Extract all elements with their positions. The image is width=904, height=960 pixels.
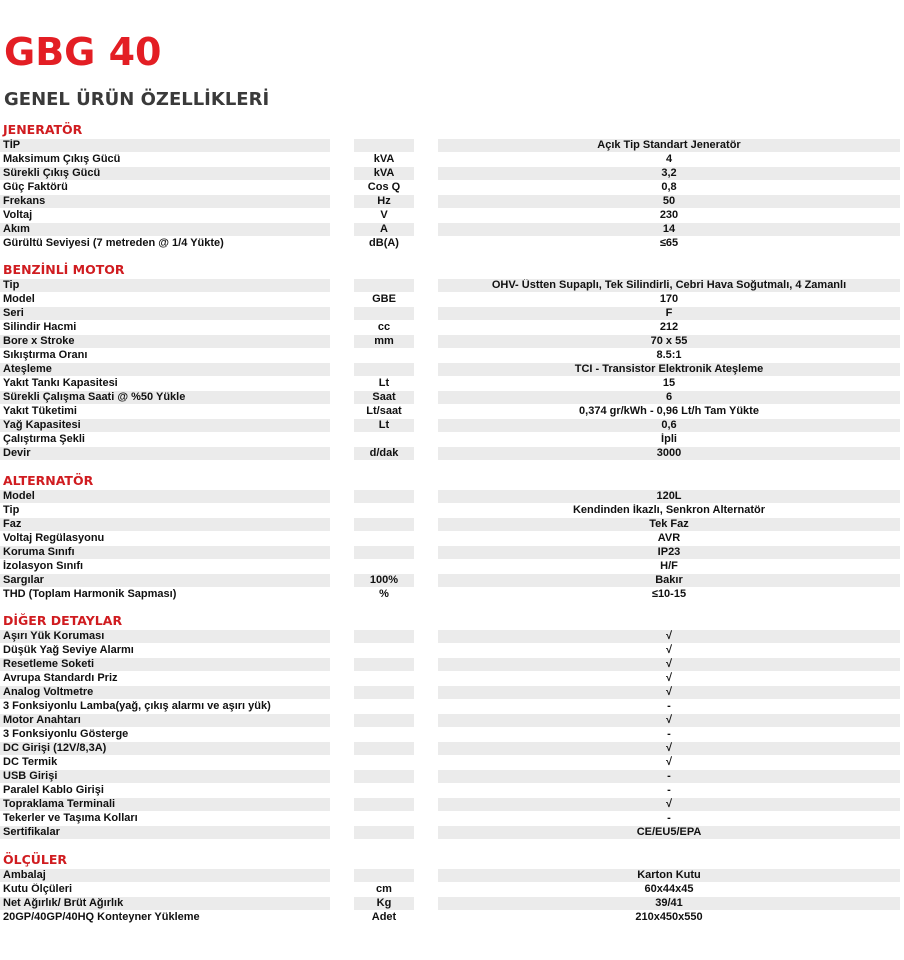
spec-value: TCI - Transistor Elektronik Ateşleme [438,363,900,376]
spec-unit: 100% [354,574,414,587]
spec-unit [354,756,414,769]
spec-value: 212 [659,321,679,333]
spec-row [0,784,904,798]
spec-unit [354,770,414,783]
spec-value: 0,8 [661,181,677,193]
spec-label: Sürekli Çıkış Gücü [0,167,330,180]
spec-row [0,826,904,840]
spec-value: IP23 [438,546,900,559]
spec-unit: kVA [354,167,414,180]
spec-row [0,490,904,504]
spec-value: 39/41 [438,897,900,910]
spec-label: Sıkıştırma Oranı [3,349,88,361]
spec-unit [354,490,414,503]
spec-value: 14 [438,223,900,236]
spec-unit [354,700,414,713]
spec-value: ≤10-15 [651,588,687,600]
spec-unit [354,686,414,699]
spec-row [0,321,904,335]
spec-unit: mm [354,335,414,348]
spec-label: Yağ Kapasitesi [0,419,330,432]
spec-label: DC Girişi (12V/8,3A) [0,742,330,755]
spec-section [0,614,904,840]
spec-section [0,263,904,461]
spec-value: 230 [659,209,679,221]
spec-unit: Adet [371,911,397,923]
spec-label: Yakıt Tüketimi [3,405,77,417]
spec-label: Model [3,293,35,305]
spec-label: 3 Fonksiyonlu Gösterge [3,728,129,740]
spec-value: 0,6 [438,419,900,432]
spec-row [0,897,904,911]
spec-unit [354,742,414,755]
spec-label: Seri [0,307,330,320]
spec-row [0,869,904,883]
spec-unit: cc [377,321,391,333]
spec-value: 210x450x550 [635,911,703,923]
spec-label: Paralel Kablo Girişi [3,784,104,796]
spec-label: THD (Toplam Harmonik Sapması) [3,588,177,600]
spec-label: Tip [3,504,20,516]
spec-value: 0,374 gr/kWh - 0,96 Lt/h Tam Yükte [579,405,759,417]
spec-label: Düşük Yağ Seviye Alarmı [3,644,134,656]
spec-value: √ [438,714,900,727]
spec-label: Yakıt Tankı Kapasitesi [3,377,118,389]
spec-row [0,405,904,419]
spec-unit [354,363,414,376]
spec-row [0,391,904,405]
spec-row [0,798,904,812]
spec-label: Aşırı Yük Koruması [0,630,330,643]
spec-value: 170 [659,293,679,305]
spec-row [0,447,904,461]
spec-label: Net Ağırlık/ Brüt Ağırlık [0,897,330,910]
spec-row [0,686,904,700]
spec-row [0,195,904,209]
spec-row [0,349,904,363]
spec-label: DC Termik [3,756,58,768]
spec-label: Sargılar [0,574,330,587]
spec-label: Model [0,490,330,503]
spec-unit: Lt/saat [366,405,402,417]
spec-value: ≤65 [659,237,679,249]
spec-row [0,223,904,237]
spec-row [0,911,904,925]
spec-row [0,630,904,644]
spec-value: Bakır [438,574,900,587]
spec-value: - [438,770,900,783]
spec-row [0,700,904,714]
spec-unit [354,532,414,545]
spec-label: Ambalaj [0,869,330,882]
spec-label: Koruma Sınıfı [0,546,330,559]
spec-unit [354,139,414,152]
spec-value: √ [665,644,673,656]
spec-label: Kutu Ölçüleri [3,883,73,895]
spec-value: 3,2 [438,167,900,180]
spec-value: 50 [438,195,900,208]
section-title: ALTERNATÖR [3,473,94,488]
spec-value: - [667,700,671,712]
spec-value: Karton Kutu [438,869,900,882]
spec-row [0,363,904,377]
spec-value: - [667,812,671,824]
spec-unit [354,433,414,446]
spec-value: F [438,307,900,320]
spec-row [0,672,904,686]
spec-value: Tek Faz [438,518,900,531]
spec-unit [354,504,414,517]
spec-value: OHV- Üstten Supaplı, Tek Silindirli, Cebri Hava Soğutmalı, 4 Zamanlı [438,279,900,292]
spec-value: √ [438,630,900,643]
spec-section [0,853,904,925]
spec-value: √ [438,658,900,671]
spec-unit: Hz [354,195,414,208]
spec-unit [354,630,414,643]
spec-unit: Kg [354,897,414,910]
spec-row [0,728,904,742]
spec-value: 6 [438,391,900,404]
spec-unit: % [379,588,389,600]
spec-value: √ [665,672,673,684]
spec-unit: Lt [354,419,414,432]
spec-row [0,812,904,826]
spec-row [0,588,904,602]
spec-unit [354,728,414,741]
spec-unit [354,546,414,559]
spec-row [0,433,904,447]
spec-label: Motor Anahtarı [0,714,330,727]
spec-value: √ [665,756,673,768]
spec-label: Gürültü Seviyesi (7 metreden @ 1/4 Yükte) [3,237,224,249]
spec-row [0,518,904,532]
spec-label: Topraklama Terminali [0,798,330,811]
spec-unit [354,869,414,882]
spec-row [0,153,904,167]
spec-row [0,770,904,784]
spec-unit [354,307,414,320]
spec-unit: kVA [373,153,395,165]
spec-row [0,560,904,574]
spec-label: 3 Fonksiyonlu Lamba(yağ, çıkış alarmı ve aşırı yük) [3,700,271,712]
spec-label: Çalıştırma Şekli [3,433,85,445]
spec-unit: GBE [372,293,396,305]
spec-label: Akım [0,223,330,236]
spec-unit [354,349,414,362]
spec-row [0,335,904,349]
spec-row [0,756,904,770]
spec-label: Sertifikalar [0,826,330,839]
spec-label: Voltaj [3,209,33,221]
spec-row [0,742,904,756]
spec-unit: A [354,223,414,236]
spec-label: USB Girişi [0,770,330,783]
spec-section [0,474,904,602]
spec-unit [354,560,414,573]
spec-value: 15 [662,377,676,389]
spec-value: Açık Tip Standart Jeneratör [438,139,900,152]
spec-label: Sürekli Çalışma Saati @ %50 Yükle [0,391,330,404]
spec-value: CE/EU5/EPA [438,826,900,839]
spec-row [0,293,904,307]
product-title: GBG 40 [4,30,162,74]
spec-row [0,209,904,223]
spec-row [0,419,904,433]
spec-label: Frekans [0,195,330,208]
spec-section [0,123,904,251]
spec-row [0,714,904,728]
spec-row [0,307,904,321]
spec-label: Bore x Stroke [0,335,330,348]
spec-value: H/F [660,560,678,572]
spec-row [0,377,904,391]
spec-value: İpli [661,433,677,445]
spec-label: Maksimum Çıkış Gücü [3,153,121,165]
spec-label: 20GP/40GP/40HQ Konteyner Yükleme [3,911,200,923]
spec-unit: cm [376,883,392,895]
spec-label: Ateşleme [0,363,330,376]
spec-unit [354,279,414,292]
spec-label: Güç Faktörü [3,181,68,193]
spec-value: 70 x 55 [438,335,900,348]
section-title: BENZİNLİ MOTOR [3,262,125,277]
spec-row [0,237,904,251]
spec-row [0,546,904,560]
spec-row [0,574,904,588]
spec-label: Analog Voltmetre [0,686,330,699]
spec-value: Kendinden İkazlı, Senkron Alternatör [572,504,766,516]
section-title: JENERATÖR [3,122,83,137]
spec-value: 8.5:1 [656,349,682,361]
spec-label: Tekerler ve Taşıma Kolları [3,812,138,824]
page-subtitle: GENEL ÜRÜN ÖZELLİKLERİ [4,89,270,110]
spec-unit [354,784,414,797]
spec-unit [354,672,414,685]
spec-label: Voltaj Regülasyonu [3,532,105,544]
spec-row [0,139,904,153]
spec-label: Devir [0,447,330,460]
spec-unit: V [380,209,388,221]
spec-label: Avrupa Standardı Priz [3,672,118,684]
section-title: ÖLÇÜLER [3,852,68,867]
spec-value: AVR [657,532,681,544]
spec-row [0,883,904,897]
spec-row [0,181,904,195]
spec-value: - [667,728,671,740]
spec-unit [354,714,414,727]
spec-value: 4 [665,153,673,165]
spec-value: 60x44x45 [644,883,694,895]
spec-value: √ [438,686,900,699]
spec-unit [354,518,414,531]
spec-row [0,504,904,518]
spec-unit [354,644,414,657]
spec-unit [354,658,414,671]
spec-value: 3000 [438,447,900,460]
spec-value: 120L [438,490,900,503]
spec-label: Faz [0,518,330,531]
spec-label: Silindir Hacmi [3,321,77,333]
spec-row [0,279,904,293]
spec-label: Tip [0,279,330,292]
spec-unit [354,826,414,839]
section-title: DİĞER DETAYLAR [3,613,123,628]
spec-unit: Saat [354,391,414,404]
spec-label: TİP [0,139,330,152]
spec-label: İzolasyon Sınıfı [3,560,84,572]
spec-unit: dB(A) [369,237,399,249]
spec-row [0,167,904,181]
spec-row [0,658,904,672]
spec-unit [354,798,414,811]
spec-unit: d/dak [354,447,414,460]
spec-row [0,532,904,546]
spec-value: √ [438,798,900,811]
spec-unit: Lt [378,377,390,389]
spec-label: Resetleme Soketi [0,658,330,671]
spec-value: - [667,784,671,796]
spec-row [0,644,904,658]
spec-unit [354,812,414,825]
spec-unit: Cos Q [367,181,401,193]
spec-value: √ [438,742,900,755]
